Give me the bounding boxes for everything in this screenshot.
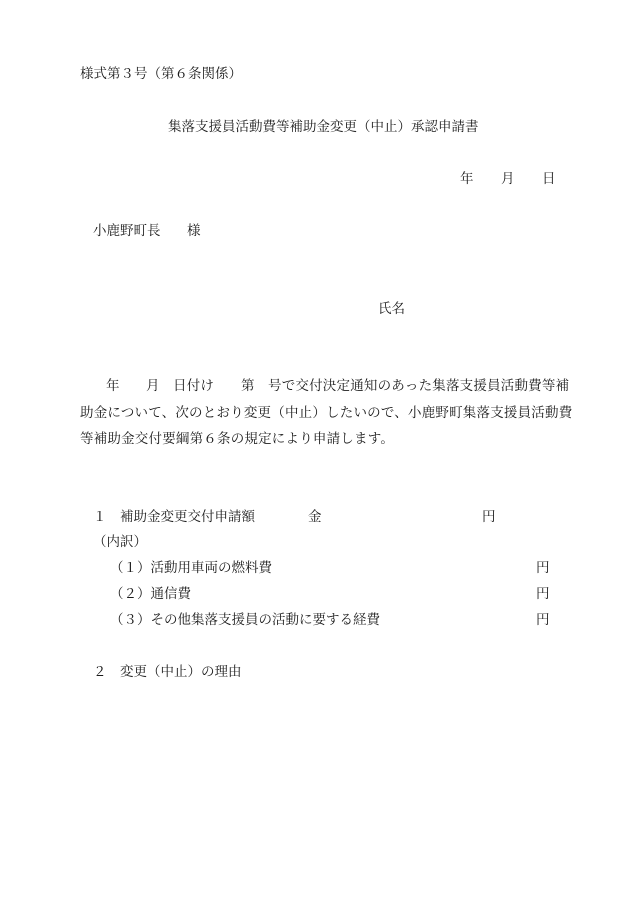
breakdown-row-yen: 円 <box>536 560 550 576</box>
form-number: 様式第３号（第６条関係） <box>80 66 242 82</box>
body-line-1-rest: 号で交付決定通知のあった集落支援員活動費等補 <box>268 378 570 394</box>
body-month: 月 <box>146 378 160 394</box>
honorific: 様 <box>187 223 201 239</box>
body-dai: 第 <box>241 378 255 394</box>
date-day: 日 <box>542 171 556 187</box>
body-year: 年 <box>106 378 120 394</box>
body-day: 日付け <box>173 378 215 394</box>
date-month: 月 <box>501 171 515 187</box>
addressee: 小鹿野町長 <box>93 223 161 239</box>
date-year: 年 <box>460 171 474 187</box>
item-1-kin: 金 <box>308 509 322 525</box>
breakdown-row-label: （２）通信費 <box>110 586 191 602</box>
breakdown-row-label: （１）活動用車両の燃料費 <box>110 560 272 576</box>
item-2-label: 変更（中止）の理由 <box>120 664 242 680</box>
applicant-name-label: 氏名 <box>378 301 405 317</box>
breakdown-row-label: （３）その他集落支援員の活動に要する経費 <box>110 612 380 628</box>
item-1-yen: 円 <box>482 509 496 525</box>
item-1-label: 補助金変更交付申請額 <box>120 509 255 525</box>
item-2-number: ２ <box>93 664 107 680</box>
breakdown-row-yen: 円 <box>536 612 550 628</box>
breakdown-row-yen: 円 <box>536 586 550 602</box>
item-1-number: １ <box>93 509 107 525</box>
form-title: 集落支援員活動費等補助金変更（中止）承認申請書 <box>168 119 479 135</box>
breakdown-label: （内訳） <box>93 534 147 550</box>
body-line-3: 等補助金交付要綱第６条の規定により申請します。 <box>80 431 395 447</box>
body-line-2: 助金について、次のとおり変更（中止）したいので、小鹿野町集落支援員活動費 <box>80 405 573 421</box>
